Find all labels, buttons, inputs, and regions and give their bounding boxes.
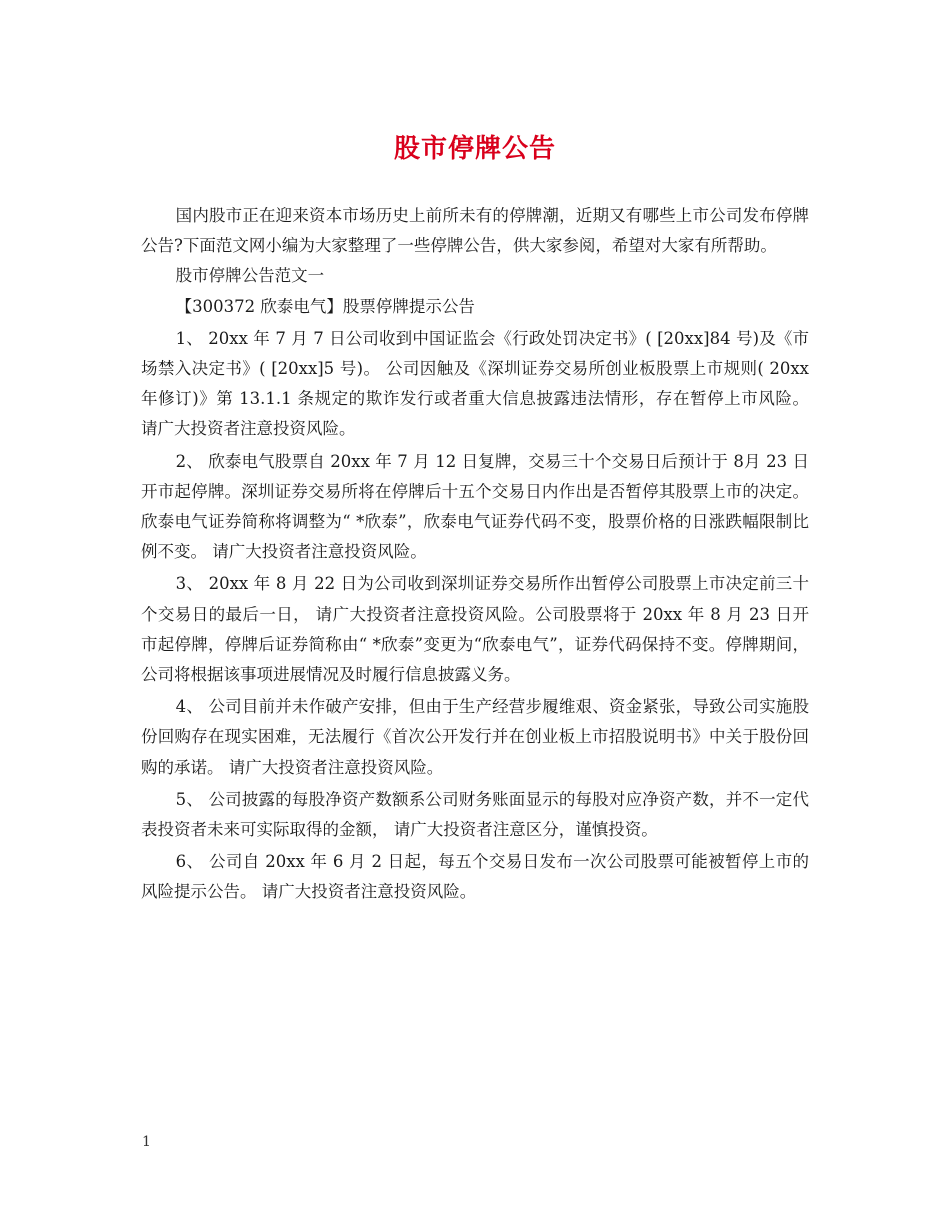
notice-item-3: 3、 20xx 年 8 月 22 日为公司收到深圳证券交易所作出暂停公司股票上市决定前三十个交易日的最后一日， 请广大投资者注意投资风险。公司股票将于 20xx 年 8 月 23 日开市起停牌，停牌后证券简称由“ *欣泰”变更为“欣泰电气”，证券代码保持不变。停牌期间， 公司将根据该事项进展情况及时履行信息披露义务。: [141, 574, 809, 685]
section-heading: 股市停牌公告范文一: [175, 266, 325, 286]
page-title: 股市停牌公告: [393, 134, 556, 164]
notice-item-2: 2、 欣泰电气股票自 20xx 年 7 月 12 日复牌，交易三十个交易日后预计于 8月 23 日开市起停牌。深圳证券交易所将在停牌后十五个交易日内作出是否暂停其股票上市的决定。 欣泰电气证券简称将调整为“ *欣泰”，欣泰电气证券代码不变，股票价格的日涨跌幅限制比例不变。 请广大投资者注意投资风险。: [141, 451, 809, 562]
notice-item-5: 5、 公司披露的每股净资产数额系公司财务账面显示的每股对应净资产数，并不一定代表投资者未来可实际取得的金额， 请广大投资者注意区分，谨慎投资。: [141, 789, 809, 840]
notice-item-6: 6、 公司自 20xx 年 6 月 2 日起，每五个交易日发布一次公司股票可能被暂停上市的风险提示公告。 请广大投资者注意投资风险。: [141, 852, 809, 902]
notice-heading: 【300372 欣泰电气】股票停牌提示公告: [175, 296, 475, 316]
notice-item-4: 4、 公司目前并未作破产安排，但由于生产经营步履维艰、资金紧张，导致公司实施股份回购存在现实困难，无法履行《首次公开发行并在创业板上市招股说明书》中关于股份回购的承诺。 请广大投资者注意投资风险。: [141, 697, 809, 777]
notice-item-1: 1、 20xx 年 7 月 7 日公司收到中国证监会《行政处罚决定书》( [20xx]84 号)及《市场禁入决定书》( [20xx]5 号)。 公司因触及《深圳证券交易所创业板股票上市规则( 20xx 年修订)》第 13.1.1 条规定的欺诈发行或者重大信息披露违法情形，存在暂停上市风险。 请广大投资者注意投资风险。: [141, 328, 809, 439]
page-number: 1: [142, 1134, 151, 1150]
intro-paragraph: 国内股市正在迎来资本市场历史上前所未有的停牌潮，近期又有哪些上市公司发布停牌公告?下面范文网小编为大家整理了一些停牌公告，供大家参阅，希望对大家有所帮助。: [141, 206, 809, 256]
document-body: [141, 201, 809, 908]
